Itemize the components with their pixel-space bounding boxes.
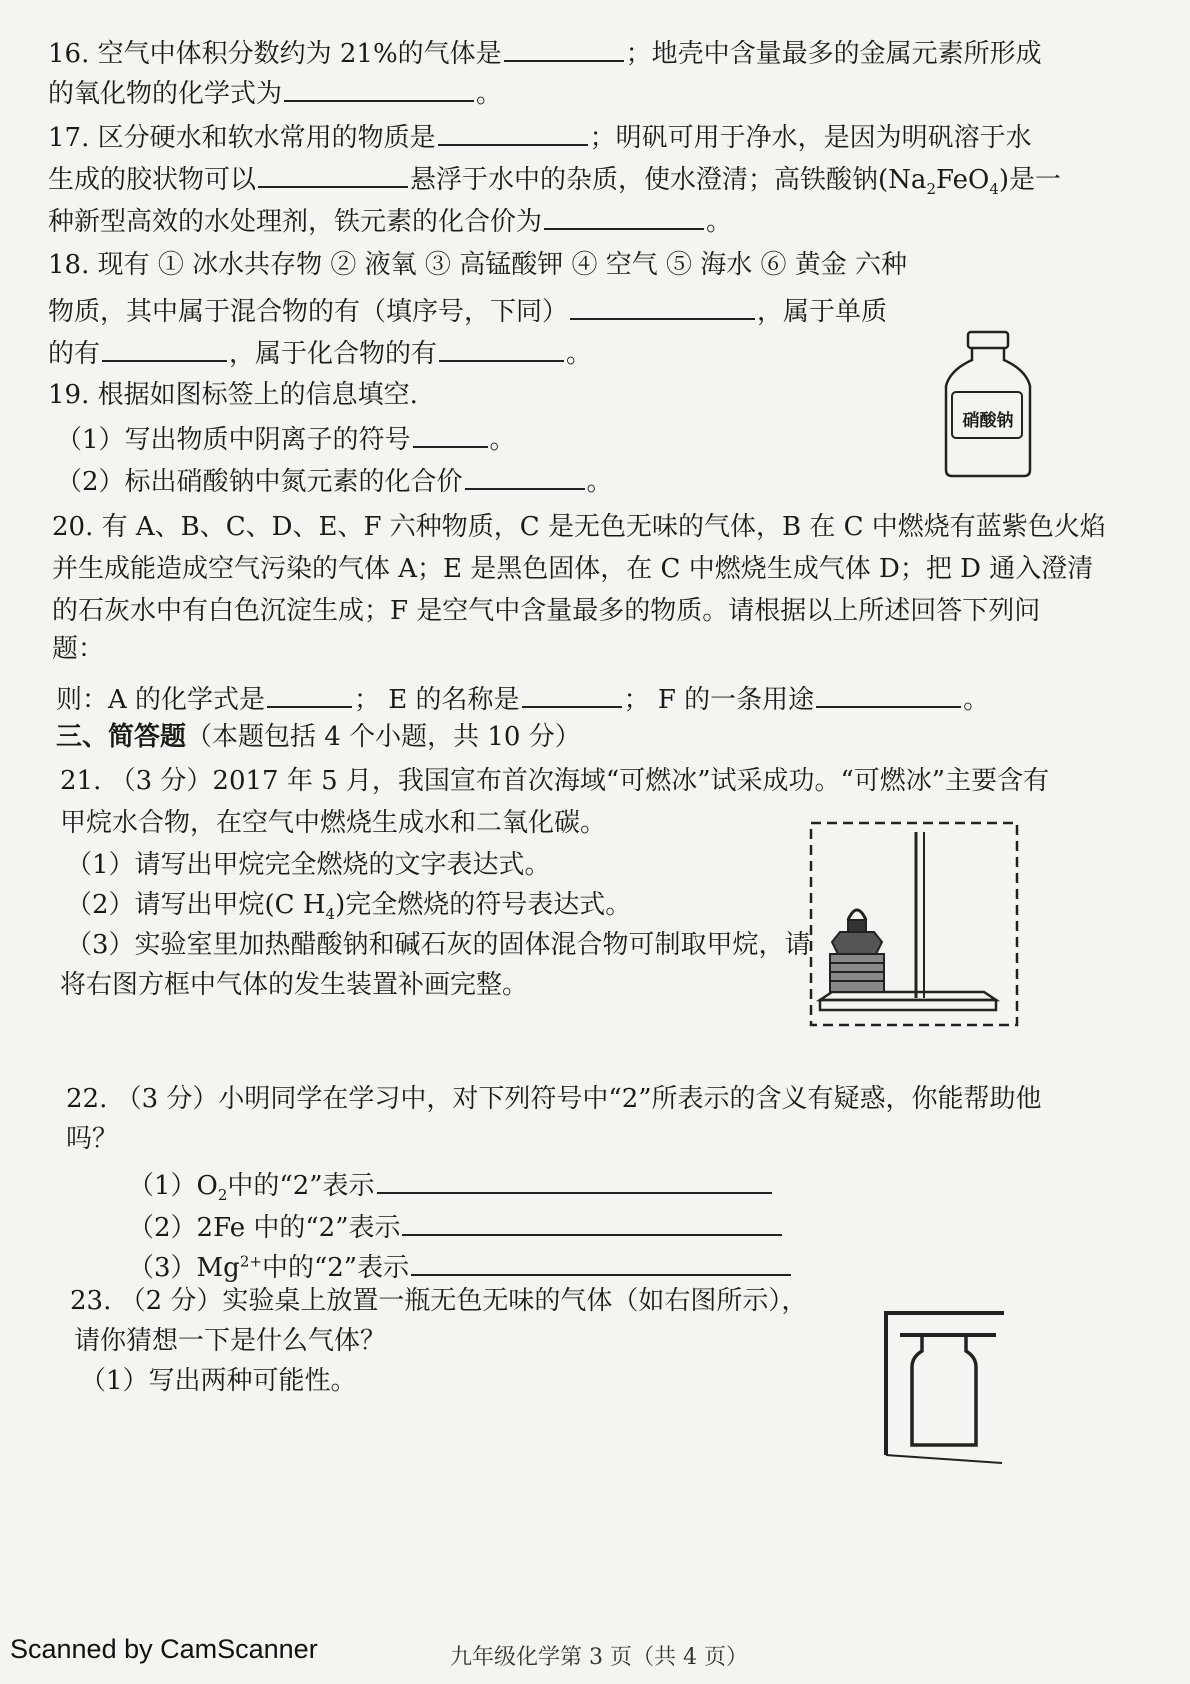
q22-item3 — [128, 1248, 793, 1285]
q16-blank-2 — [284, 74, 474, 102]
q19-text-b: 。 — [489, 425, 516, 455]
q18-blank-1 — [570, 292, 755, 320]
q20-blank-2 — [522, 680, 622, 708]
q23-line3: （1）写出两种可能性。 — [80, 1366, 357, 1396]
q21-line2: 甲烷水合物，在空气中燃烧生成水和二氧化碳。 — [60, 808, 607, 838]
q19-blank-1 — [413, 420, 488, 448]
q20-line5 — [56, 680, 989, 717]
q20-text-c: ； F 的一条用途 — [623, 685, 815, 715]
q21-sub: 4 — [325, 905, 336, 924]
q20-text-b: ； E 的名称是 — [354, 685, 520, 715]
q22-blank-1 — [377, 1166, 772, 1194]
q19-line3 — [56, 462, 613, 499]
q19-line2 — [56, 420, 516, 457]
q16-line2 — [48, 74, 502, 111]
q17-formula-c: )是一 — [998, 165, 1062, 195]
q22-item3-b: 中的“2”表示 — [261, 1253, 410, 1283]
q21-text-a: （2）请写出甲烷(C H — [66, 890, 326, 920]
q22-blank-2 — [402, 1208, 782, 1236]
q23-line2: 请你猜想一下是什么气体？ — [74, 1326, 387, 1356]
page-footer: 九年级化学第 3 页（共 4 页） — [450, 1645, 748, 1670]
q19-blank-2 — [465, 462, 585, 490]
q19-line1: 19. 根据如图标签上的信息填空. — [48, 380, 418, 410]
q18-line2 — [48, 292, 887, 329]
q22-blank-3 — [411, 1248, 791, 1276]
q21-text-b: )完全燃烧的符号表达式。 — [335, 890, 632, 920]
q20-line4: 题： — [52, 634, 105, 664]
q17-text-b: ；明矾可用于净水，是因为明矾溶于水 — [589, 123, 1032, 153]
q21-line1: 21. （3 分）2017 年 5 月，我国宣布首次海域“可燃冰”试采成功。“可燃冰”主要含有 — [60, 766, 1050, 796]
q22-item3-sup: 2+ — [239, 1252, 262, 1271]
q18-text-c: 的有 — [48, 339, 101, 369]
q23-line1: 23. （2 分）实验桌上放置一瓶无色无味的气体（如右图所示）， — [70, 1286, 808, 1316]
q22-item3-a: （3）Mg — [128, 1253, 240, 1283]
q16-text-d: 。 — [476, 79, 503, 109]
q18-blank-3 — [439, 334, 564, 362]
q22-line1: 22. （3 分）小明同学在学习中，对下列符号中“2”所表示的含义有疑惑，你能帮助他 — [66, 1084, 1042, 1114]
q20-blank-3 — [816, 680, 961, 708]
q17-blank-3 — [544, 202, 704, 230]
q18-line3 — [48, 334, 592, 371]
q17-formula-a: (Na — [878, 165, 927, 195]
q22-line2: 吗？ — [66, 1124, 119, 1154]
q20-text-a: 则：A 的化学式是 — [56, 685, 266, 715]
reagent-bottle-icon — [940, 330, 1035, 480]
section3-title: 三、简答题 — [56, 722, 187, 752]
q19-text-c: （2）标出硝酸钠中氮元素的化合价 — [56, 467, 463, 497]
q19-text-d: 。 — [586, 467, 613, 497]
q17-text-e: 种新型高效的水处理剂，铁元素的化合价为 — [48, 207, 543, 237]
section3-note: （本题包括 4 个小题，共 10 分） — [186, 722, 581, 752]
q18-text-e: 。 — [566, 339, 593, 369]
q17-text-c: 生成的胶状物可以 — [48, 165, 257, 195]
q22-item2 — [128, 1208, 784, 1245]
q16-text-c: 的氧化物的化学式为 — [48, 79, 283, 109]
q17-line2 — [48, 160, 1061, 197]
q16-text-b: ；地壳中含量最多的金属元素所形成 — [625, 39, 1042, 69]
section3-heading — [56, 720, 581, 754]
q21-line5: （3）实验室里加热醋酸钠和碱石灰的固体混合物可制取甲烷，请 — [66, 930, 811, 960]
q18-text-b: ，属于单质 — [757, 297, 888, 327]
q22-item1-sub: 2 — [217, 1186, 228, 1205]
q17-formula-sub1: 2 — [926, 180, 936, 199]
q20-line1: 20. 有 A、B、C、D、E、F 六种物质，C 是无色无味的气体，B 在 C 中燃烧有蓝紫色火焰 — [52, 512, 1106, 542]
camscanner-watermark: Scanned by CamScanner — [10, 1634, 318, 1664]
q20-line2: 并生成能造成空气污染的气体 A；E 是黑色固体，在 C 中燃烧生成气体 D；把 D 通入澄清 — [52, 554, 1094, 584]
q20-blank-1 — [267, 680, 352, 708]
q17-line3 — [48, 202, 732, 239]
q17-text-d: 悬浮于水中的杂质，使水澄清；高铁酸钠 — [410, 165, 879, 195]
q22-item1-b: 中的“2”表示 — [227, 1171, 375, 1201]
q17-blank-2 — [258, 160, 408, 188]
q17-formula-b: FeO — [935, 165, 990, 195]
q17-line1 — [48, 118, 1032, 155]
q16-line1 — [48, 34, 1042, 71]
bottle-label: 硝酸钠 — [962, 411, 1014, 431]
q16-text-a: 16. 空气中体积分数约为 21%的气体是 — [48, 39, 502, 69]
iron-stand-lamp-icon — [808, 820, 1020, 1028]
q20-line3: 的石灰水中有白色沉淀生成；F 是空气中含量最多的物质。请根据以上所述回答下列问 — [52, 596, 1041, 626]
q21-line4 — [66, 888, 631, 922]
q17-formula-sub2: 4 — [989, 180, 999, 199]
q22-item1-a: （1）O — [128, 1171, 218, 1201]
q18-line1: 18. 现有 ① 冰水共存物 ② 液氧 ③ 高锰酸钾 ④ 空气 ⑤ 海水 ⑥ 黄金 六种 — [48, 250, 908, 280]
q18-text-a: 物质，其中属于混合物的有（填序号，下同） — [48, 297, 569, 327]
q22-item2-text: （2）2Fe 中的“2”表示 — [128, 1213, 401, 1243]
apparatus-figure — [808, 820, 1020, 1028]
q21-line3: （1）请写出甲烷完全燃烧的文字表达式。 — [66, 850, 551, 880]
gas-bottle-figure — [878, 1305, 1006, 1470]
q20-text-d: 。 — [963, 685, 990, 715]
gas-jar-icon — [878, 1305, 1006, 1470]
q16-blank-1 — [504, 34, 624, 62]
q17-text-a: 17. 区分硬水和软水常用的物质是 — [48, 123, 436, 153]
q19-text-a: （1）写出物质中阴离子的符号 — [56, 425, 411, 455]
q21-line6: 将右图方框中气体的发生装置补画完整。 — [60, 970, 529, 1000]
q17-text-f: 。 — [706, 207, 733, 237]
q17-blank-1 — [438, 118, 588, 146]
reagent-bottle-figure — [940, 330, 1035, 480]
q22-item1 — [128, 1166, 774, 1203]
q18-blank-2 — [102, 334, 227, 362]
q18-text-d: ，属于化合物的有 — [229, 339, 438, 369]
